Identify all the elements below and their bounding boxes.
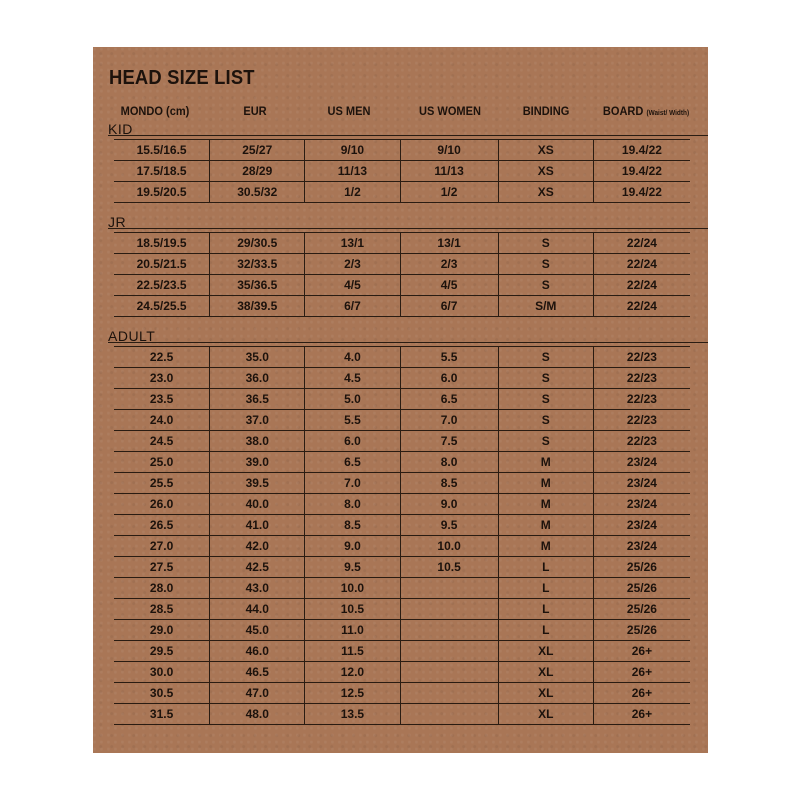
cell-us-women: 10.5	[401, 557, 499, 577]
cell-board: 22/24	[626, 236, 657, 250]
cell-us-women: 5.5	[401, 347, 499, 367]
cell-binding: S/M	[499, 296, 594, 316]
cell-binding: XL	[499, 704, 594, 724]
cell-eur: 38/39.5	[210, 296, 305, 316]
cell-mondo: 31.5	[114, 704, 210, 724]
cell-board: 19.4/22	[621, 143, 662, 157]
cell-eur: 39.0	[210, 452, 305, 472]
cell-us-women	[401, 704, 499, 724]
cell-us-women: 9.5	[401, 515, 499, 535]
cell-us-men: 6.5	[305, 452, 400, 472]
cell-binding: XL	[499, 662, 594, 682]
cell-us-men: 5.0	[305, 389, 400, 409]
cell-us-men: 8.0	[305, 494, 400, 514]
cell-eur: 30.5/32	[210, 182, 305, 202]
cell-eur: 37.0	[210, 410, 305, 430]
cell-us-men: 4.5	[305, 368, 400, 388]
cell-binding: L	[499, 620, 594, 640]
cell-eur: 48.0	[210, 704, 305, 724]
cell-binding: XS	[499, 140, 594, 160]
cell-mondo: 29.0	[114, 620, 210, 640]
table-row	[114, 389, 690, 410]
cell-mondo: 30.5	[114, 683, 210, 703]
cell-board: 22/24	[626, 278, 657, 292]
cell-us-men: 9.5	[305, 557, 400, 577]
cell-us-men: 11.5	[305, 641, 400, 661]
cell-us-men: 11.0	[305, 620, 400, 640]
cell-eur: 46.0	[210, 641, 305, 661]
cell-eur: 46.5	[210, 662, 305, 682]
cell-board: 26+	[631, 665, 653, 679]
header-mondo: MONDO (cm)	[120, 104, 190, 118]
cell-mondo: 23.0	[114, 368, 210, 388]
cell-board: 22/23	[626, 371, 657, 385]
cell-us-men: 6/7	[305, 296, 400, 316]
cell-us-women: 8.0	[401, 452, 499, 472]
cell-board: 22/23	[626, 392, 657, 406]
cell-binding: M	[499, 536, 594, 556]
cell-board: 19.4/22	[621, 164, 662, 178]
cell-us-women	[401, 641, 499, 661]
cell-board: 26+	[631, 644, 653, 658]
cell-mondo: 29.5	[114, 641, 210, 661]
adult-table	[114, 346, 690, 725]
cell-us-men: 9.0	[305, 536, 400, 556]
cell-mondo: 26.5	[114, 515, 210, 535]
cell-mondo: 18.5/19.5	[114, 233, 210, 253]
cell-mondo: 24.0	[114, 410, 210, 430]
cell-binding: XS	[499, 161, 594, 181]
cell-eur: 38.0	[210, 431, 305, 451]
cell-us-men: 4/5	[305, 275, 400, 295]
cell-board: 23/24	[626, 539, 657, 553]
cell-eur: 36.5	[210, 389, 305, 409]
cell-mondo: 24.5/25.5	[114, 296, 210, 316]
cell-board: 22/23	[626, 434, 657, 448]
cell-mondo: 27.0	[114, 536, 210, 556]
cell-binding: M	[499, 452, 594, 472]
cell-mondo: 17.5/18.5	[114, 161, 210, 181]
cell-eur: 43.0	[210, 578, 305, 598]
cell-mondo: 27.5	[114, 557, 210, 577]
cell-eur: 25/27	[210, 140, 305, 160]
table-row	[114, 431, 690, 452]
cell-us-men: 13/1	[305, 233, 400, 253]
size-chart-card	[93, 47, 708, 753]
cell-eur: 29/30.5	[210, 233, 305, 253]
table-row	[114, 599, 690, 620]
cell-us-women	[401, 683, 499, 703]
cell-us-women: 7.5	[401, 431, 499, 451]
table-row	[114, 641, 690, 662]
table-row	[114, 296, 690, 317]
cell-board: 25/26	[626, 560, 657, 574]
cell-us-women: 9/10	[401, 140, 499, 160]
cell-us-women: 6/7	[401, 296, 499, 316]
table-row	[114, 557, 690, 578]
cell-binding: S	[499, 275, 594, 295]
cell-us-women: 10.0	[401, 536, 499, 556]
cell-binding: S	[499, 254, 594, 274]
cell-us-men: 10.5	[305, 599, 400, 619]
cell-binding: S	[499, 347, 594, 367]
table-row	[114, 662, 690, 683]
cell-binding: M	[499, 515, 594, 535]
table-row	[114, 347, 690, 368]
cell-board: 23/24	[626, 476, 657, 490]
cell-us-men: 12.5	[305, 683, 400, 703]
table-row	[114, 704, 690, 725]
cell-binding: L	[499, 578, 594, 598]
cell-binding: XS	[499, 182, 594, 202]
cell-us-women	[401, 578, 499, 598]
cell-mondo: 22.5	[114, 347, 210, 367]
cell-eur: 44.0	[210, 599, 305, 619]
table-row	[114, 410, 690, 431]
cell-us-men: 2/3	[305, 254, 400, 274]
table-row	[114, 233, 690, 254]
table-row	[114, 452, 690, 473]
cell-eur: 41.0	[210, 515, 305, 535]
cell-board: 25/26	[626, 581, 657, 595]
cell-eur: 35/36.5	[210, 275, 305, 295]
table-row	[114, 140, 690, 161]
cell-board: 25/26	[626, 602, 657, 616]
cell-binding: S	[499, 368, 594, 388]
cell-us-men: 13.5	[305, 704, 400, 724]
cell-us-women: 7.0	[401, 410, 499, 430]
cell-us-men: 10.0	[305, 578, 400, 598]
table-row	[114, 578, 690, 599]
cell-us-women: 6.5	[401, 389, 499, 409]
cell-board: 25/26	[626, 623, 657, 637]
cell-board: 22/23	[626, 413, 657, 427]
header-board	[603, 104, 689, 118]
cell-us-women	[401, 620, 499, 640]
cell-us-women: 1/2	[401, 182, 499, 202]
cell-board: 23/24	[626, 455, 657, 469]
section-label-kid: KID	[108, 121, 133, 137]
header-us-women: US WOMEN	[419, 104, 481, 118]
jr-table	[114, 232, 690, 317]
page-title: HEAD SIZE LIST	[109, 67, 255, 89]
cell-us-men: 11/13	[305, 161, 400, 181]
table-row	[114, 368, 690, 389]
cell-eur: 35.0	[210, 347, 305, 367]
cell-mondo: 24.5	[114, 431, 210, 451]
cell-us-men: 4.0	[305, 347, 400, 367]
cell-binding: S	[499, 389, 594, 409]
cell-eur: 42.0	[210, 536, 305, 556]
cell-us-women: 13/1	[401, 233, 499, 253]
table-row	[114, 254, 690, 275]
cell-binding: S	[499, 431, 594, 451]
table-row	[114, 620, 690, 641]
table-row	[114, 683, 690, 704]
cell-board: 22/24	[626, 299, 657, 313]
cell-board: 23/24	[626, 518, 657, 532]
cell-us-men: 5.5	[305, 410, 400, 430]
header-us-men: US MEN	[327, 104, 371, 118]
cell-mondo: 28.5	[114, 599, 210, 619]
cell-eur: 32/33.5	[210, 254, 305, 274]
cell-us-women: 4/5	[401, 275, 499, 295]
cell-board: 26+	[631, 707, 653, 721]
cell-us-men: 8.5	[305, 515, 400, 535]
cell-us-women: 2/3	[401, 254, 499, 274]
cell-eur: 39.5	[210, 473, 305, 493]
cell-mondo: 22.5/23.5	[114, 275, 210, 295]
table-row	[114, 161, 690, 182]
cell-binding: M	[499, 473, 594, 493]
cell-us-women	[401, 662, 499, 682]
cell-mondo: 30.0	[114, 662, 210, 682]
table-row	[114, 182, 690, 203]
cell-mondo: 15.5/16.5	[114, 140, 210, 160]
cell-us-men: 1/2	[305, 182, 400, 202]
cell-us-women: 11/13	[401, 161, 499, 181]
cell-binding: S	[499, 410, 594, 430]
cell-us-women: 9.0	[401, 494, 499, 514]
cell-eur: 42.5	[210, 557, 305, 577]
cell-binding: XL	[499, 641, 594, 661]
cell-mondo: 19.5/20.5	[114, 182, 210, 202]
cell-eur: 28/29	[210, 161, 305, 181]
cell-us-women	[401, 599, 499, 619]
cell-binding: S	[499, 233, 594, 253]
cell-mondo: 25.5	[114, 473, 210, 493]
table-row	[114, 515, 690, 536]
cell-board: 22/23	[626, 350, 657, 364]
kid-table	[114, 139, 690, 203]
cell-binding: M	[499, 494, 594, 514]
cell-mondo: 25.0	[114, 452, 210, 472]
table-row	[114, 275, 690, 296]
cell-us-men: 12.0	[305, 662, 400, 682]
cell-eur: 36.0	[210, 368, 305, 388]
cell-eur: 47.0	[210, 683, 305, 703]
cell-binding: L	[499, 557, 594, 577]
cell-us-men: 9/10	[305, 140, 400, 160]
cell-eur: 40.0	[210, 494, 305, 514]
cell-mondo: 20.5/21.5	[114, 254, 210, 274]
section-label-jr: JR	[108, 214, 127, 230]
header-binding: BINDING	[522, 104, 570, 118]
header-eur: EUR	[243, 104, 267, 118]
table-row	[114, 473, 690, 494]
cell-us-men: 6.0	[305, 431, 400, 451]
cell-us-women: 8.5	[401, 473, 499, 493]
cell-board: 19.4/22	[621, 185, 662, 199]
cell-eur: 45.0	[210, 620, 305, 640]
header-board-sub: (Waist/ Width)	[646, 110, 690, 117]
cell-board: 23/24	[626, 497, 657, 511]
cell-binding: XL	[499, 683, 594, 703]
table-row	[114, 494, 690, 515]
table-row	[114, 536, 690, 557]
cell-mondo: 23.5	[114, 389, 210, 409]
cell-mondo: 28.0	[114, 578, 210, 598]
cell-board: 26+	[631, 686, 653, 700]
cell-us-men: 7.0	[305, 473, 400, 493]
cell-binding: L	[499, 599, 594, 619]
cell-us-women: 6.0	[401, 368, 499, 388]
cell-board: 22/24	[626, 257, 657, 271]
header-board-label: BOARD	[602, 104, 644, 118]
section-label-adult: ADULT	[108, 328, 156, 344]
cell-mondo: 26.0	[114, 494, 210, 514]
